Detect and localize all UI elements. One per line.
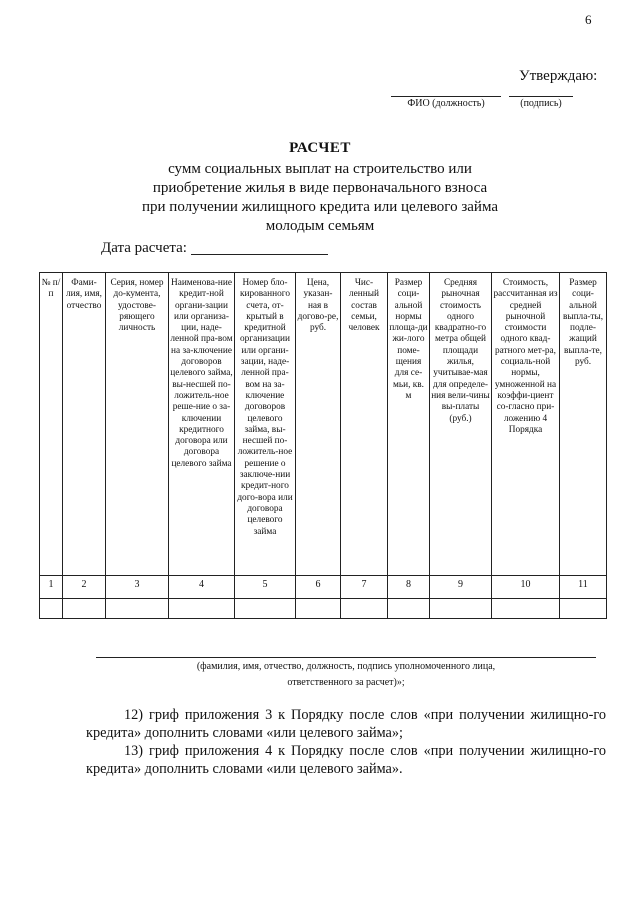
date-label: Дата расчета: (101, 240, 187, 256)
subtitle-line: при получении жилищного кредита или целевого займа (141, 199, 498, 215)
column-number: 8 (388, 576, 430, 599)
paragraph-13: 13) гриф приложения 4 к Порядку после слов «при получении жилищно-го кредита» дополнить словами «или целевого займа». (86, 743, 606, 777)
empty-cell (63, 599, 106, 619)
responsible-caption-2: ответственного за расчет)»; (287, 677, 405, 688)
column-number: 5 (235, 576, 296, 599)
column-number-row (40, 576, 607, 599)
empty-cell (106, 599, 169, 619)
column-number: 3 (106, 576, 169, 599)
empty-cell (560, 599, 607, 619)
fio-signature-line (391, 96, 501, 97)
header-cell: Размер соци-альной выпла-ты, подле-жащий выпла-те, руб. (560, 273, 607, 576)
empty-cell (492, 599, 560, 619)
empty-cell (235, 599, 296, 619)
empty-cell (169, 599, 235, 619)
calculation-table (39, 272, 607, 619)
empty-cell (296, 599, 341, 619)
responsible-signature-line (96, 657, 596, 658)
signature-line (509, 96, 573, 97)
document-subtitle (0, 160, 640, 236)
header-cell: Цена, указан-ная в догово-ре, руб. (296, 273, 341, 576)
empty-cell (388, 599, 430, 619)
column-number: 10 (492, 576, 560, 599)
page-number: 6 (585, 12, 592, 27)
subtitle-line: приобретение жилья в виде первоначального взноса (152, 180, 488, 196)
header-cell: № п/п (40, 273, 63, 576)
paragraph-12: 12) гриф приложения 3 к Порядку после слов «при получении жилищно-го кредита» дополнить словами «или целевого займа»; (86, 707, 606, 741)
header-cell: Чис-ленный состав семьи, человек (341, 273, 388, 576)
fio-caption: ФИО (должность) (407, 98, 485, 109)
empty-cell (40, 599, 63, 619)
column-number: 9 (430, 576, 492, 599)
header-cell: Размер соци-альной нормы площа-ди жи-лого поме-щения для се-мьи, кв. м (388, 273, 430, 576)
signature-caption: (подпись) (520, 98, 562, 109)
subtitle-line: сумм социальных выплат на строительство или (168, 161, 472, 177)
header-cell: Номер бло-кированного счета, от-крытый в кредитной организации или органи-зации, наде-ленной пра-вом на за-ключение договоров целевого займа, вы-несшей по-ложитель-ное решение о заключе-нии кредит-ного дого-вора или договора целевого займа (235, 273, 296, 576)
column-number: 6 (296, 576, 341, 599)
column-number: 2 (63, 576, 106, 599)
column-number: 7 (341, 576, 388, 599)
empty-cell (341, 599, 388, 619)
header-cell: Наименова-ние кредит-ной органи-зации или организа-ции, наде-ленной пра-вом на за-ключение договоров целевого займа, вы-несшей по-ложитель-ное реше-ние о за-ключении кредитного договора или договора целевого займа (169, 273, 235, 576)
header-cell: Серия, номер до-кумента, удостове-ряющего личность (106, 273, 169, 576)
responsible-caption-1: (фамилия, имя, отчество, должность, подпись уполномоченного лица, (196, 661, 496, 672)
header-cell: Фами-лия, имя, отчество (63, 273, 106, 576)
header-cell: Средняя рыночная стоимость одного квадратно-го метра общей площади жилья, учитывае-мая для определе-ния вели-чины вы-платы (руб.) (430, 273, 492, 576)
table-header-row (40, 273, 607, 576)
table-row (40, 599, 607, 619)
approval-label: Утверждаю: (519, 68, 598, 84)
subtitle-line: молодым семьям (265, 218, 375, 234)
column-number: 4 (169, 576, 235, 599)
empty-cell (430, 599, 492, 619)
header-cell: Стоимость, рассчитанная из средней рыночной стоимости одного квад-ратного мет-ра, социаль-ной нормы, умноженной на коэффи-циент со-гласно при-ложению 4 Порядка (492, 273, 560, 576)
column-number: 11 (560, 576, 607, 599)
column-number: 1 (40, 576, 63, 599)
document-title: РАСЧЕТ (289, 140, 351, 156)
date-field-line (191, 254, 328, 255)
